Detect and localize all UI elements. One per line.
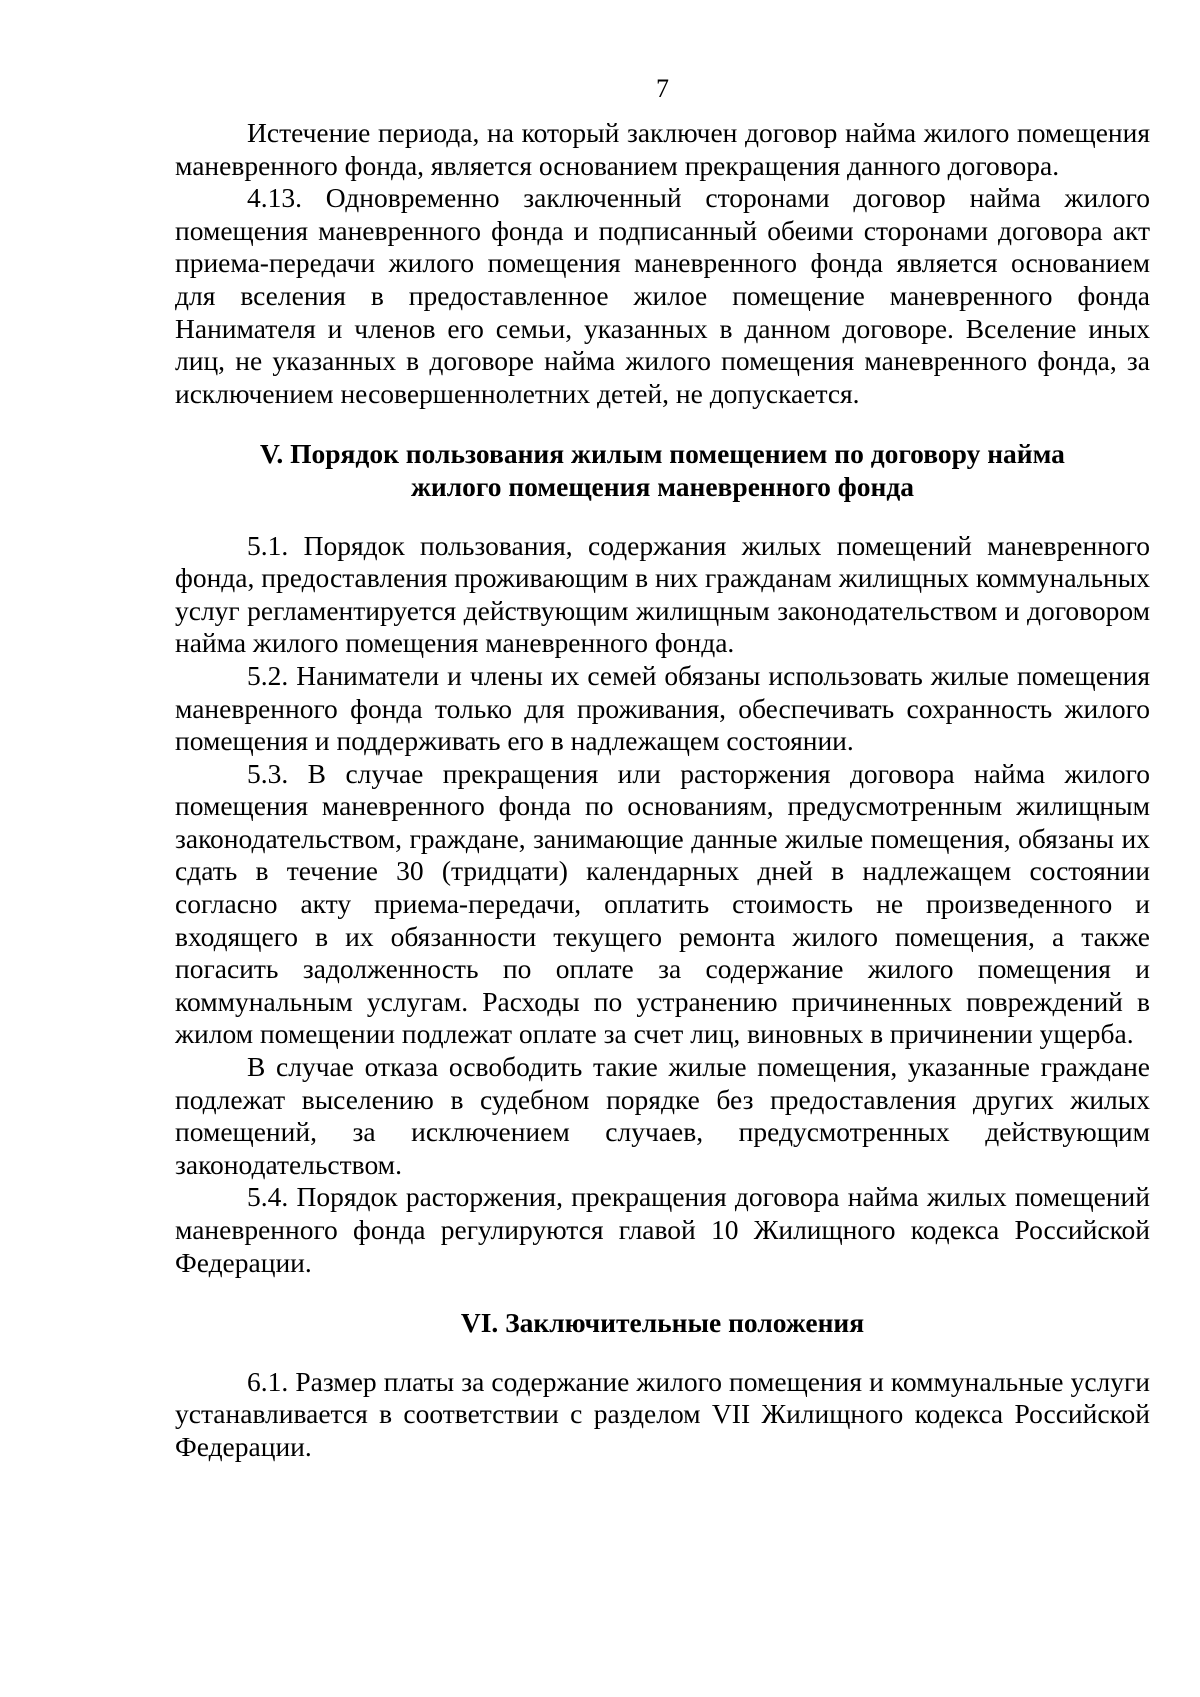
section-6-heading: VI. Заключительные положения: [460, 1307, 865, 1339]
paragraph-expiry: Истечение периода, на который заключен договор найма жилого помещения маневренного фонда, является основанием прекращения данного договора.: [175, 117, 1150, 181]
section-5-heading: [175, 438, 1150, 503]
section-5-heading-line-1: V. Порядок пользования жилым помещением по договору найма: [260, 438, 1065, 470]
paragraph-5-3: 5.3. В случае прекращения или расторжения договора найма жилого помещения маневренного фонда по основаниям, предусмотренным жилищным законодательством, граждане, занимающие данные жилые помещения, обязаны их сдать в течение 30 (тридцати) календарных дней в надлежащем состоянии согласно акту приема-передачи, оплатить стоимость не произведенного и входящего в их обязанности текущего ремонта жилого помещения, а также погасить задолженность по оплате за содержание жилого помещения и коммунальным услугам. Расходы по устранению причиненных повреждений в жилом помещении подлежат оплате за счет лиц, виновных в причинении ущерба.: [175, 757, 1150, 1050]
paragraph-5-4: 5.4. Порядок расторжения, прекращения договора найма жилых помещений маневренного фонда регулируются главой 10 Жилищного кодекса Российской Федерации.: [175, 1181, 1150, 1278]
paragraph-5-1: 5.1. Порядок пользования, содержания жилых помещений маневренного фонда, предоставления проживающим в них гражданам жилищных коммунальных услуг регламентируется действующим жилищным законодательством и договором найма жилого помещения маневренного фонда.: [175, 529, 1150, 659]
page-number: 7: [656, 74, 669, 103]
paragraph-5-2: 5.2. Наниматели и члены их семей обязаны использовать жилые помещения маневренного фонда только для проживания, обеспечивать сохранность жилого помещения и поддерживать его в надлежащем состоянии.: [175, 659, 1150, 757]
paragraph-6-1: 6.1. Размер платы за содержание жилого помещения и коммунальные услуги устанавливается в соответствии с разделом VII Жилищного кодекса Российской Федерации.: [175, 1365, 1150, 1462]
paragraph-5-3-eviction: В случае отказа освободить такие жилые помещения, указанные граждане подлежат выселению в судебном порядке без предоставления других жилых помещений, за исключением случаев, предусмотренных действующим законодательством.: [175, 1051, 1150, 1180]
section-5-heading-line-2: жилого помещения маневренного фонда: [410, 470, 915, 502]
paragraph-4-13: 4.13. Одновременно заключенный сторонами договор найма жилого помещения маневренного фонда и подписанный обеими сторонами договора акт приема-передачи жилого помещения маневренного фонда является основанием для вселения в предоставленное жилое помещение маневренного фонда Нанимателя и членов его семьи, указанных в данном договоре. Вселение иных лиц, не указанных в договоре найма жилого помещения маневренного фонда, за исключением несовершеннолетних детей, не допускается.: [175, 182, 1150, 409]
document-body: [175, 117, 1150, 1464]
